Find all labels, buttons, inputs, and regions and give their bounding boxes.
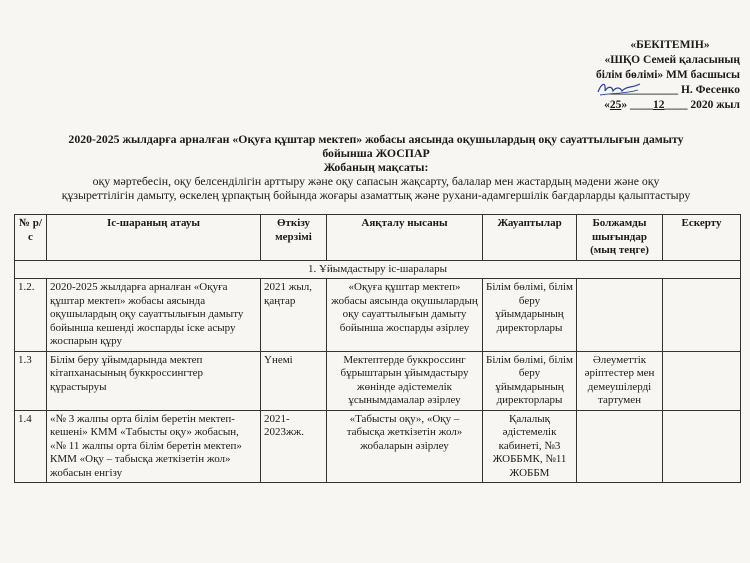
col-header-cost: Болжамды шығындар (мың теңге) bbox=[577, 215, 663, 261]
date-year: 2020 жыл bbox=[690, 99, 740, 111]
col-header-responsible: Жауаптылар bbox=[483, 215, 577, 261]
approval-header: «БЕКІТЕМІН» bbox=[630, 39, 710, 51]
approval-line1: «ШҚО Семей қаласының bbox=[604, 54, 740, 66]
table-row bbox=[15, 410, 741, 483]
col-header-number: № р/с bbox=[15, 215, 47, 261]
goal-heading: Жобаның мақсаты: bbox=[323, 160, 429, 174]
row-name: Білім беру ұйымдарында мектеп кітапханасының буккроссингтер құрастыруы bbox=[47, 351, 261, 410]
col-header-name: Іс-шараның атауы bbox=[47, 215, 261, 261]
col-header-term: Өткізу мерзімі bbox=[261, 215, 327, 261]
row-name: «№ 3 жалпы орта білім беретін мектеп-кешені» КММ «Табысты оқу» жобасын, «№ 11 жалпы орта білім беретін мектеп» КММ «Оқу – табысқа жеткізетін жол» жобасын енгізу bbox=[47, 410, 261, 483]
plan-title-line1: 2020-2025 жылдарға арналған «Оқуға құштар мектеп» жобасы аясында оқушылардың оқу сауаттылығын дамыту bbox=[68, 132, 684, 146]
table-header-row bbox=[15, 215, 741, 261]
row-number: 1.4 bbox=[15, 410, 47, 483]
row-cost bbox=[577, 410, 663, 483]
row-responsible: Білім бөлімі, білім беру ұйымдарының директорлары bbox=[483, 279, 577, 352]
signatory-name: Н. Фесенко bbox=[680, 84, 740, 96]
row-name: 2020-2025 жылдарға арналған «Оқуға құштар мектеп» жобасы аясында оқушылардың оқу сауаттылығын дамыту бойынша кешенді жоспарды іске асыру жоспарын құру bbox=[47, 279, 261, 352]
row-responsible: Қалалық әдістемелік кабинеті, №3 ЖОББМК, №11 ЖОББМ bbox=[483, 410, 577, 483]
goal-text-line1: оқу мәртебесін, оқу белсенділігін арттыру және оқу сапасын жақсарту, балалар мен жастардың мәдени және оқу bbox=[92, 174, 660, 188]
document-title-block bbox=[20, 132, 732, 202]
section-title: 1. Ұйымдастыру іс-шаралары bbox=[15, 260, 741, 279]
row-form: «Табысты оқу», «Оқу – табысқа жеткізетін жол» жобаларын әзірлеу bbox=[327, 410, 483, 483]
date-month: 12 bbox=[652, 99, 665, 111]
date-day: 25 bbox=[609, 99, 622, 111]
row-term: 2021-2023жж. bbox=[261, 410, 327, 483]
col-header-note: Ескерту bbox=[663, 215, 741, 261]
approval-block bbox=[560, 38, 740, 113]
row-form: «Оқуға құштар мектеп» жобасы аясында оқушылардың оқу сауаттылығын дамыту бойынша жоспарды әзірлеу bbox=[327, 279, 483, 352]
approval-signature-line: ____________ Н. Фесенко bbox=[609, 84, 740, 96]
section-row bbox=[15, 260, 741, 279]
row-form: Мектептерде буккроссинг бұрыштарын ұйымдастыру жөнінде әдістемелік ұсынымдамалар әзірлеу bbox=[327, 351, 483, 410]
goal-text-line2: құзыреттілігін дамыту, өскелең ұрпақтың бойында жоғары азаматтық және рухани-адамгершілік бағдарларды қалыптастыру bbox=[61, 188, 691, 202]
row-cost bbox=[577, 279, 663, 352]
plan-title-line2: бойынша ЖОСПАР bbox=[322, 146, 430, 160]
row-note bbox=[663, 279, 741, 352]
handwritten-signature bbox=[596, 80, 642, 98]
row-number: 1.2. bbox=[15, 279, 47, 352]
row-term: 2021 жыл, қаңтар bbox=[261, 279, 327, 352]
table-row bbox=[15, 351, 741, 410]
row-note bbox=[663, 351, 741, 410]
row-cost: Әлеуметтік әріптестер мен демеушілерді тартумен bbox=[577, 351, 663, 410]
table-row bbox=[15, 279, 741, 352]
row-number: 1.3 bbox=[15, 351, 47, 410]
approval-date: «25» ____12____ 2020 жыл bbox=[604, 99, 740, 111]
row-term: Үнемі bbox=[261, 351, 327, 410]
row-responsible: Білім бөлімі, білім беру ұйымдарының директорлары bbox=[483, 351, 577, 410]
plan-table bbox=[14, 214, 741, 483]
col-header-form: Аяқталу нысаны bbox=[327, 215, 483, 261]
approval-line2: білім бөлімі» ММ басшысы bbox=[595, 69, 740, 81]
row-note bbox=[663, 410, 741, 483]
